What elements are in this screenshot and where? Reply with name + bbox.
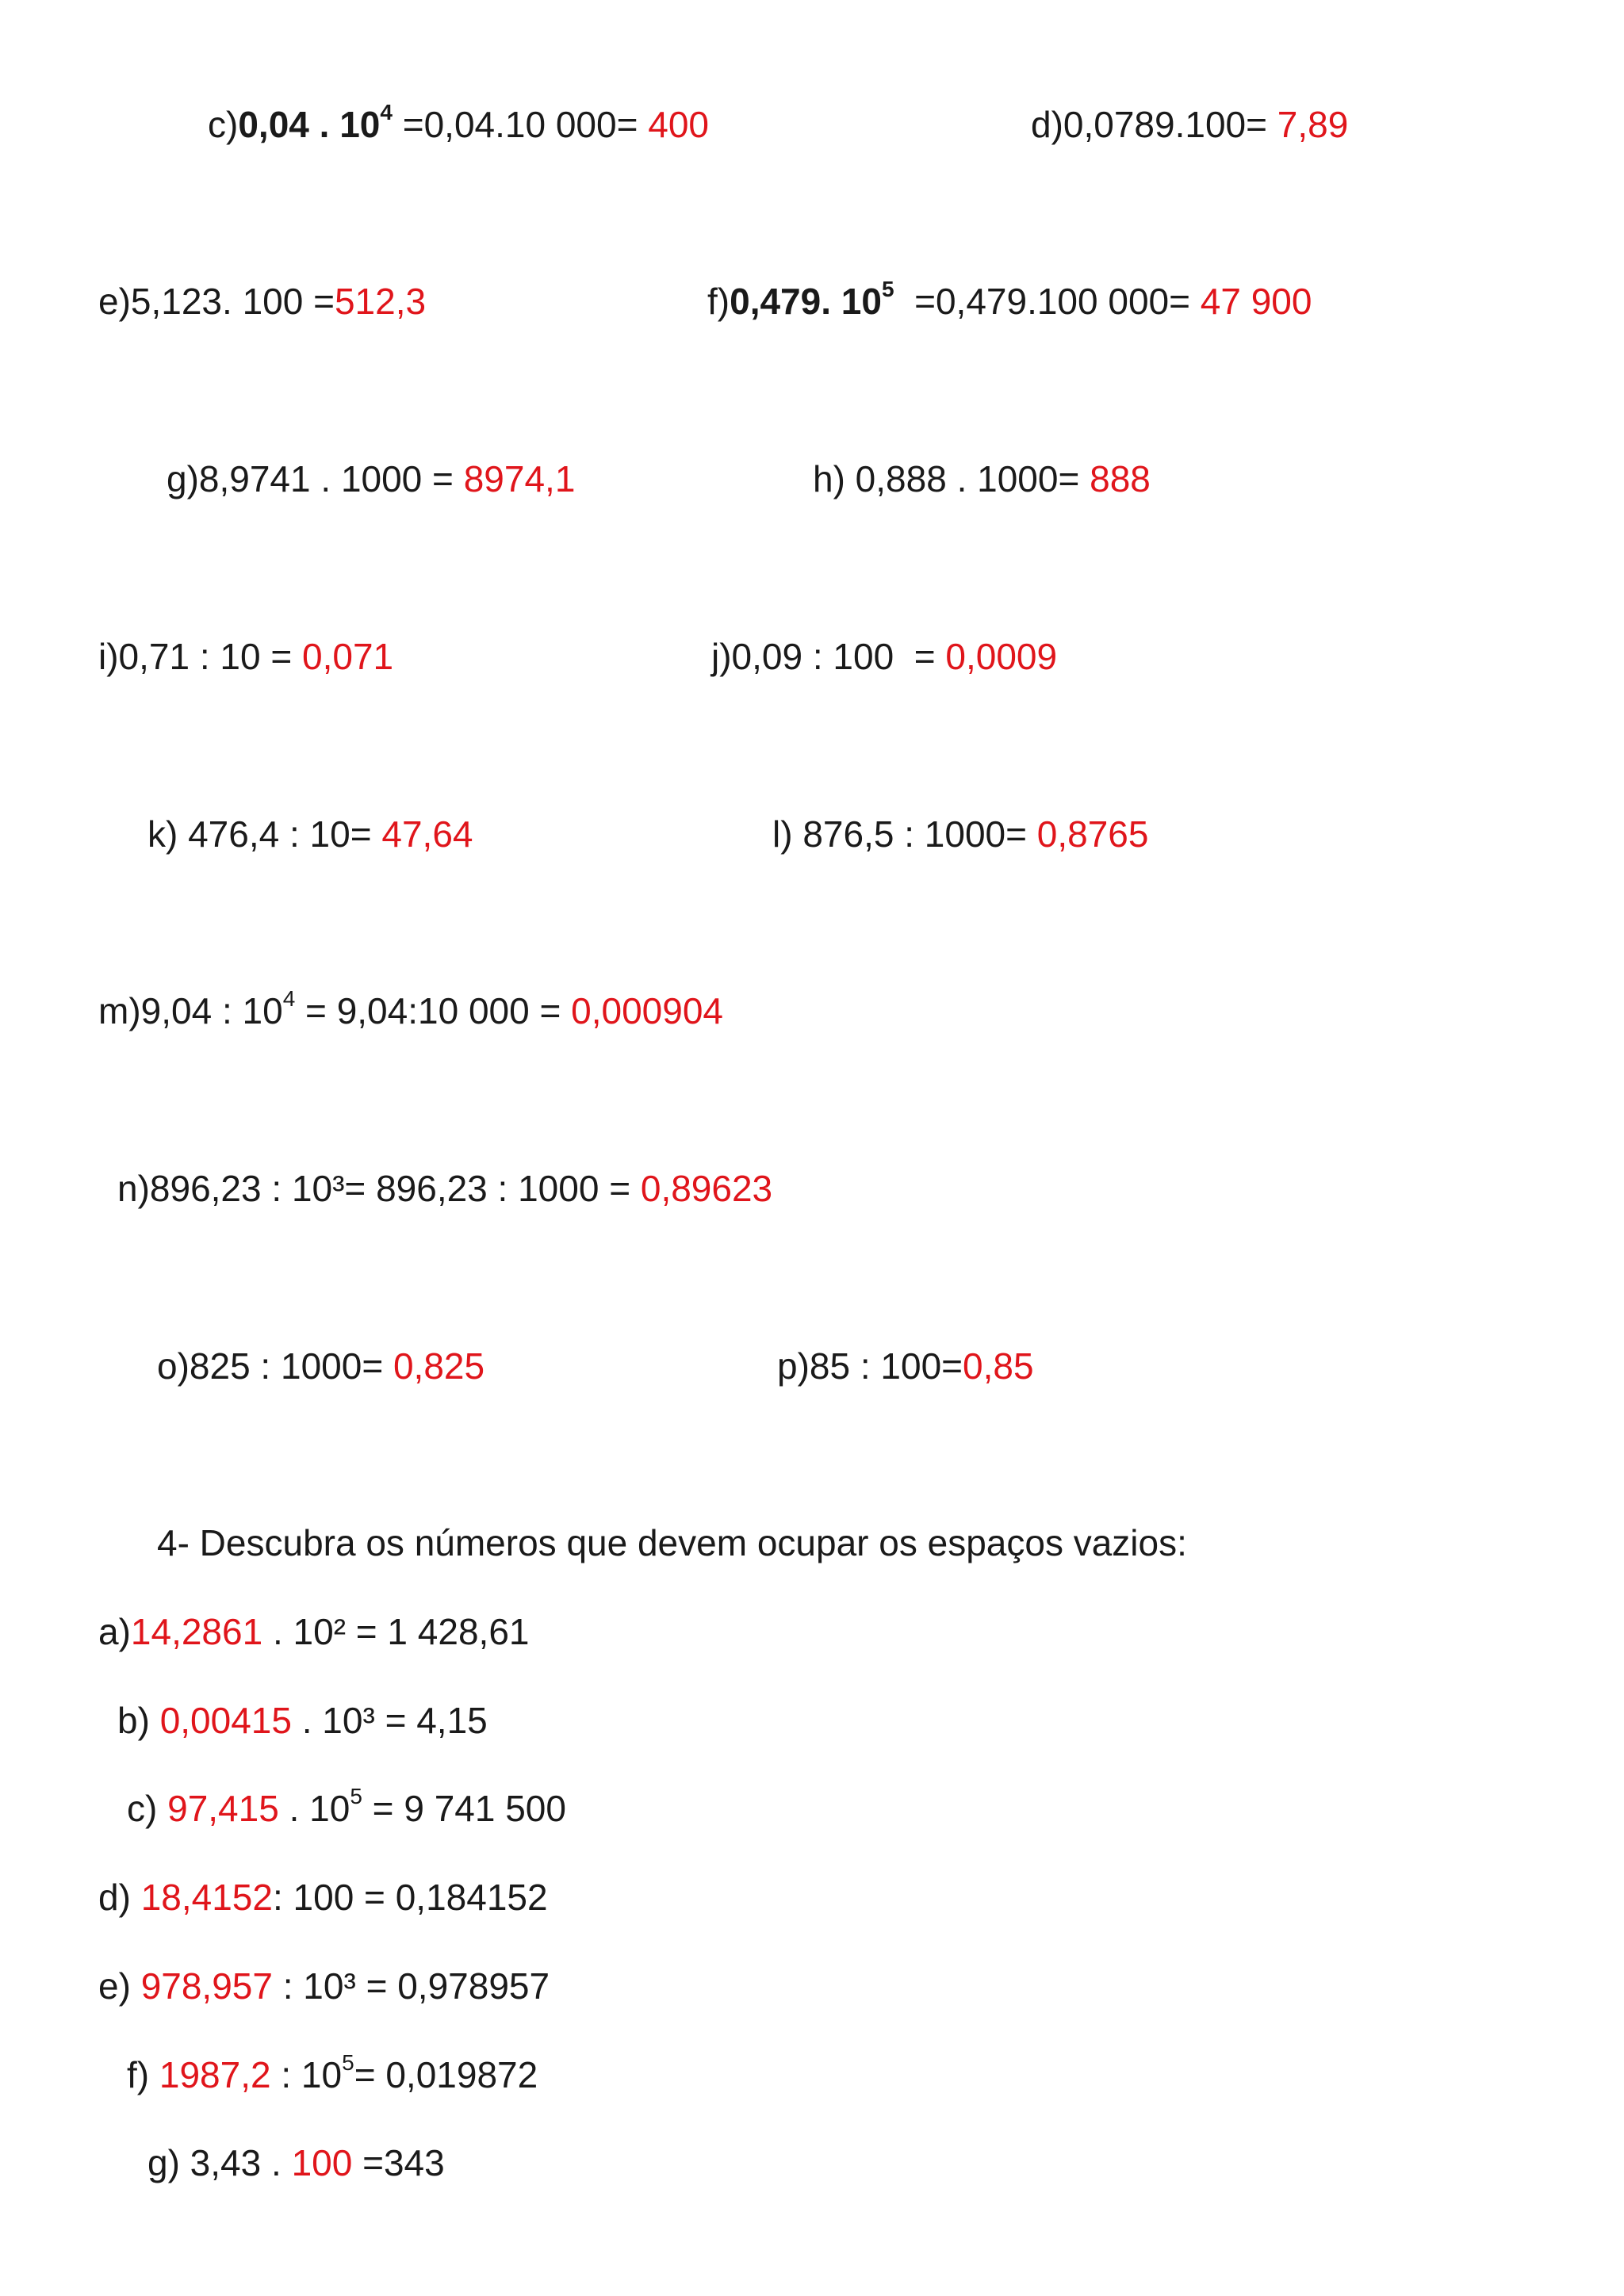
item-m: m)9,04 : $10^4$ = 9,04:10 000 = 0,000904 xyxy=(98,986,723,1031)
item-d: d)0,0789.100= 7,89 xyxy=(1031,104,1349,145)
item-h: h) 0,888 . 1000= 888 xyxy=(813,458,1151,499)
ex4-item-g: g) 3,43 . 100 =343 xyxy=(147,2142,445,2183)
ex4-item-c: c) 97,415 . $10^5 = 9$ 741 500 xyxy=(127,1784,566,1829)
ex4-item-a: a)14,2861 . 10² = 1 428,61 xyxy=(98,1611,530,1652)
answer: 47,64 xyxy=(381,813,473,855)
answer: 0,825 xyxy=(393,1345,485,1387)
answer: 400 xyxy=(648,104,709,145)
ex4-item-f: f) 1987,2 : $10^5= 0,019872$ xyxy=(127,2050,538,2095)
exercise-4-heading: 4- Descubra os números que devem ocupar os espaços vazios: xyxy=(157,1522,1187,1563)
answer: 7,89 xyxy=(1277,104,1349,145)
item-i: i)0,71 : 10 = 0,071 xyxy=(98,636,394,677)
answer: 0,85 xyxy=(963,1345,1034,1387)
answer: 1987,2 xyxy=(159,2054,271,2095)
answer: 0,071 xyxy=(302,636,394,677)
item-j: j)0,09 : 100 = 0,0009 xyxy=(711,636,1058,677)
item-f: f)0,479. $10^5 =0,479.100$ 000= 47 900 xyxy=(707,277,1312,322)
item-e: e)5,123. 100 =512,3 xyxy=(98,281,427,322)
answer: 888 xyxy=(1090,458,1151,499)
answer: 0,8765 xyxy=(1036,813,1149,855)
answer: 0,00415 xyxy=(159,1700,292,1741)
answer: 47 900 xyxy=(1200,281,1312,322)
item-c: c)0,04 . $10^4 =0,04.10$ 000= 400 xyxy=(208,100,709,145)
answer: 0,000904 xyxy=(571,990,723,1031)
answer: 100 xyxy=(291,2142,353,2183)
ex4-item-e: e) 978,957 : 10³ = 0,978957 xyxy=(98,1965,550,2007)
answer: 0,89623 xyxy=(640,1168,773,1209)
item-k: k) 476,4 : 10= 47,64 xyxy=(147,813,473,855)
item-o: o)825 : 1000= 0,825 xyxy=(157,1345,485,1387)
item-f-expression: 0,479. $10^5$ xyxy=(730,277,894,322)
item-n: n)896,23 : 10³= 896,23 : 1000 = 0,89623 xyxy=(117,1168,773,1209)
item-g: g)8,9741 . 1000 = 8974,1 xyxy=(167,458,576,499)
item-p: p)85 : 100=0,85 xyxy=(777,1345,1034,1387)
answer: 0,0009 xyxy=(945,636,1058,677)
answer: 97,415 xyxy=(167,1788,279,1829)
answer: 512,3 xyxy=(334,281,427,322)
item-c-expression: 0,04 . $10^4$ xyxy=(238,100,393,145)
answer: 978,957 xyxy=(140,1965,273,2007)
ex4-item-d: d) 18,4152: 100 = 0,184152 xyxy=(98,1877,548,1918)
answer: 14,2861 xyxy=(130,1611,263,1652)
answer: 8974,1 xyxy=(463,458,576,499)
item-l: l) 876,5 : 1000= 0,8765 xyxy=(772,813,1149,855)
ex4-item-b: b) 0,00415 . 10³ = 4,15 xyxy=(117,1700,488,1741)
answer: 18,4152 xyxy=(140,1877,273,1918)
